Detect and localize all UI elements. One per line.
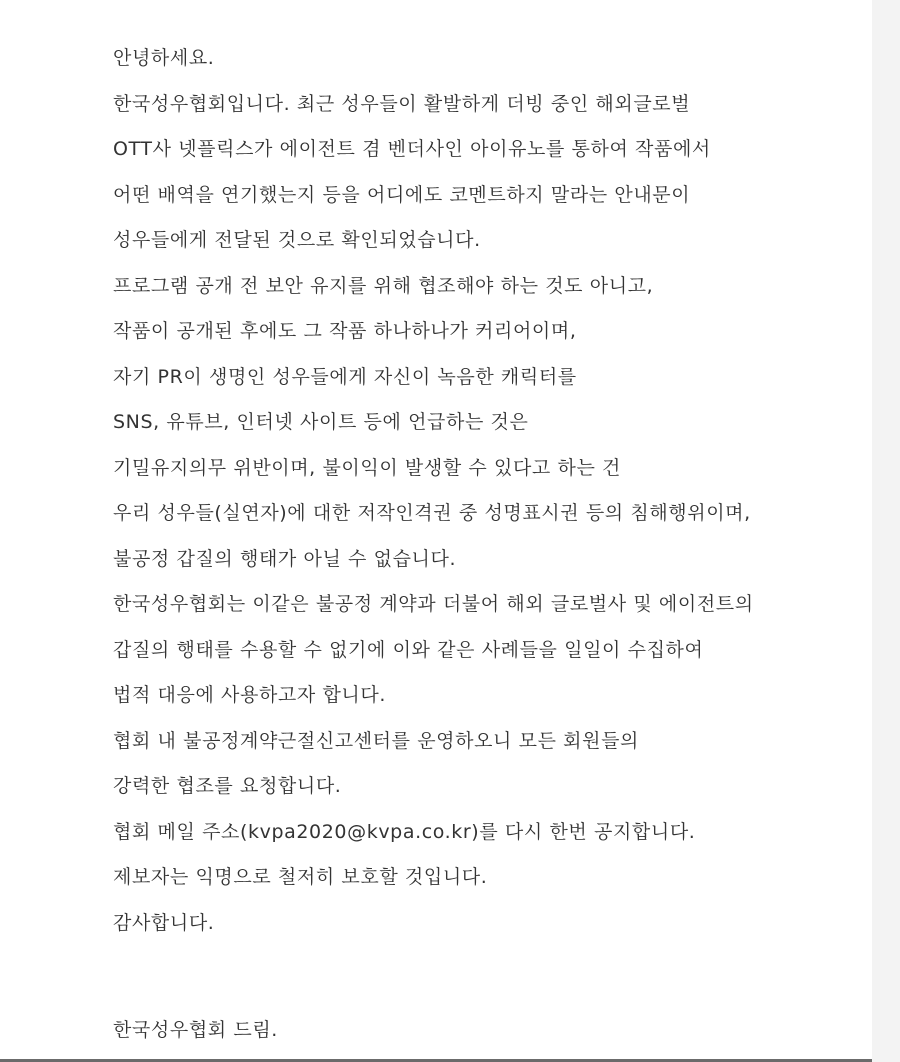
letter-line: 자기 PR이 생명인 성우들에게 자신이 녹음한 캐릭터를 <box>113 366 577 388</box>
letter-line: 제보자는 익명으로 철저히 보호할 것입니다. <box>113 866 488 888</box>
letter-line: 법적 대응에 사용하고자 합니다. <box>113 684 386 706</box>
letter-line: 불공정 갑질의 행태가 아닐 수 없습니다. <box>113 548 457 570</box>
letter-line: 우리 성우들(실연자)에 대한 저작인격권 중 성명표시권 등의 침해행위이며, <box>113 502 751 524</box>
letter-line: 기밀유지의무 위반이며, 불이익이 발생할 수 있다고 하는 건 <box>113 457 622 479</box>
letter-line: 어떤 배역을 연기했는지 등을 어디에도 코멘트하지 말라는 안내문이 <box>113 184 691 206</box>
letter-line: 협회 내 불공정계약근절신고센터를 운영하오니 모든 회원들의 <box>113 730 640 752</box>
letter-line: 한국성우협회입니다. 최근 성우들이 활발하게 더빙 중인 해외글로벌 <box>113 93 691 115</box>
page-right-margin <box>872 0 900 1062</box>
letter-line: SNS, 유튜브, 인터넷 사이트 등에 언급하는 것은 <box>113 411 529 433</box>
letter-line: 한국성우협회는 이같은 불공정 계약과 더불어 해외 글로벌사 및 에이전트의 <box>113 593 754 615</box>
letter-line: 강력한 협조를 요청합니다. <box>113 775 342 797</box>
letter-line: 작품이 공개된 후에도 그 작품 하나하나가 커리어이며, <box>113 320 577 342</box>
letter-line: 갑질의 행태를 수용할 수 없기에 이와 같은 사례들을 일일이 수집하여 <box>113 639 704 661</box>
letter-line: OTT사 넷플릭스가 에이전트 겸 벤더사인 아이유노를 통하여 작품에서 <box>113 138 711 160</box>
letter-line: 성우들에게 전달된 것으로 확인되었습니다. <box>113 229 481 251</box>
letter-line-thanks: 감사합니다. <box>113 912 215 934</box>
letter-line: 협회 메일 주소(kvpa2020@kvpa.co.kr)를 다시 한번 공지합니다. <box>113 821 696 843</box>
letter-line: 프로그램 공개 전 보안 유지를 위해 협조해야 하는 것도 아니고, <box>113 275 654 297</box>
letter-line-greeting: 안녕하세요. <box>113 47 215 69</box>
letter-signature: 한국성우협회 드림. <box>113 1019 278 1041</box>
